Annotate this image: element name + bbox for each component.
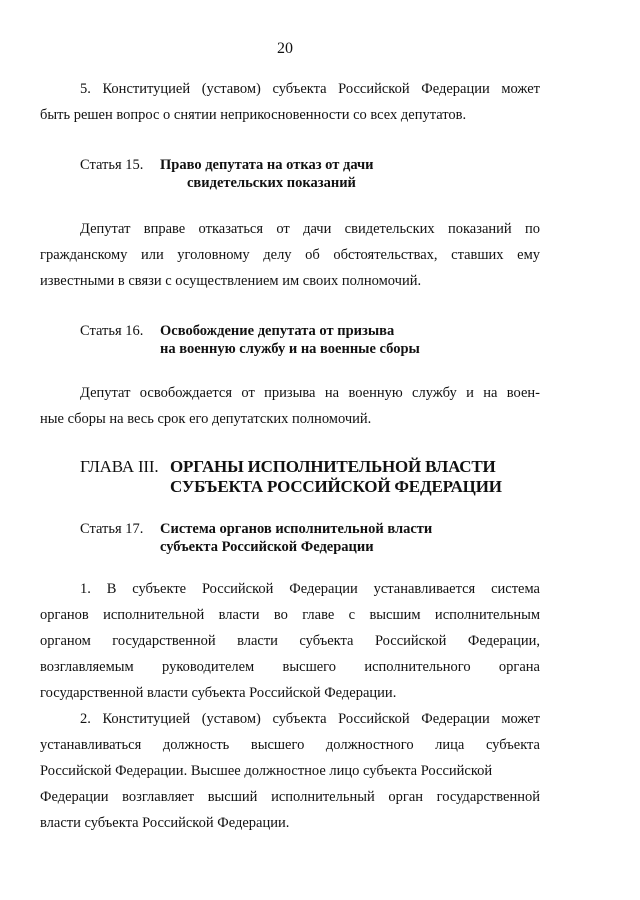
chapter-label: ГЛАВА III. — [80, 457, 159, 476]
article-17-title: субъекта Российской Федерации — [160, 539, 374, 555]
chapter-title: ОРГАНЫ ИСПОЛНИТЕЛЬНОЙ ВЛАСТИ — [170, 457, 496, 476]
paragraph-line: Российской Федерации. Высшее должностное лицо субъекта Российской — [40, 763, 493, 779]
page-number: 20 — [277, 40, 293, 57]
paragraph-line: устанавливаться должность высшего должностного лица субъекта — [40, 737, 540, 753]
paragraph-line: Федерации возглавляет высший исполнительный орган государственной — [40, 789, 540, 805]
paragraph-line: органом государственной власти субъекта Российской Федерации, — [40, 633, 540, 649]
article-17-title: Система органов исполнительной власти — [160, 521, 433, 537]
chapter-title: СУБЪЕКТА РОССИЙСКОЙ ФЕДЕРАЦИИ — [170, 477, 502, 496]
paragraph-line: 2. Конституцией (уставом) субъекта Российской Федерации может — [80, 711, 540, 727]
paragraph-line: Депутат вправе отказаться от дачи свидетельских показаний по — [80, 221, 540, 237]
article-17-label: Статья 17. — [80, 521, 144, 537]
paragraph-line: быть решен вопрос о снятии неприкосновенности со всех депутатов. — [40, 107, 467, 123]
paragraph-line: власти субъекта Российской Федерации. — [40, 815, 290, 831]
article-16-title: на военную службу и на военные сборы — [160, 341, 420, 357]
paragraph-line: возглавляемым руководителем высшего исполнительного органа — [40, 659, 540, 675]
paragraph-line: Депутат освобождается от призыва на военную службу и на воен- — [80, 385, 540, 401]
article-15-title: свидетельских показаний — [187, 175, 356, 191]
paragraph-line: ные сборы на весь срок его депутатских полномочий. — [40, 411, 372, 427]
paragraph-line: гражданскому или уголовному делу об обстоятельствах, ставших ему — [40, 247, 540, 263]
article-15-title: Право депутата на отказ от дачи — [160, 157, 374, 173]
paragraph-line: государственной власти субъекта Российской Федерации. — [40, 685, 397, 701]
paragraph-line: 5. Конституцией (уставом) субъекта Российской Федерации может — [80, 81, 540, 97]
chapter-heading — [80, 458, 158, 476]
paragraph-line: органов исполнительной власти во главе с высшим исполнительным — [40, 607, 540, 623]
paragraph-line: известными в связи с осуществлением им своих полномочий. — [40, 273, 422, 289]
article-16-label: Статья 16. — [80, 323, 144, 339]
article-15-label: Статья 15. — [80, 157, 144, 173]
article-16-title: Освобождение депутата от призыва — [160, 323, 395, 339]
paragraph-line: 1. В субъекте Российской Федерации устанавливается система — [80, 581, 540, 597]
